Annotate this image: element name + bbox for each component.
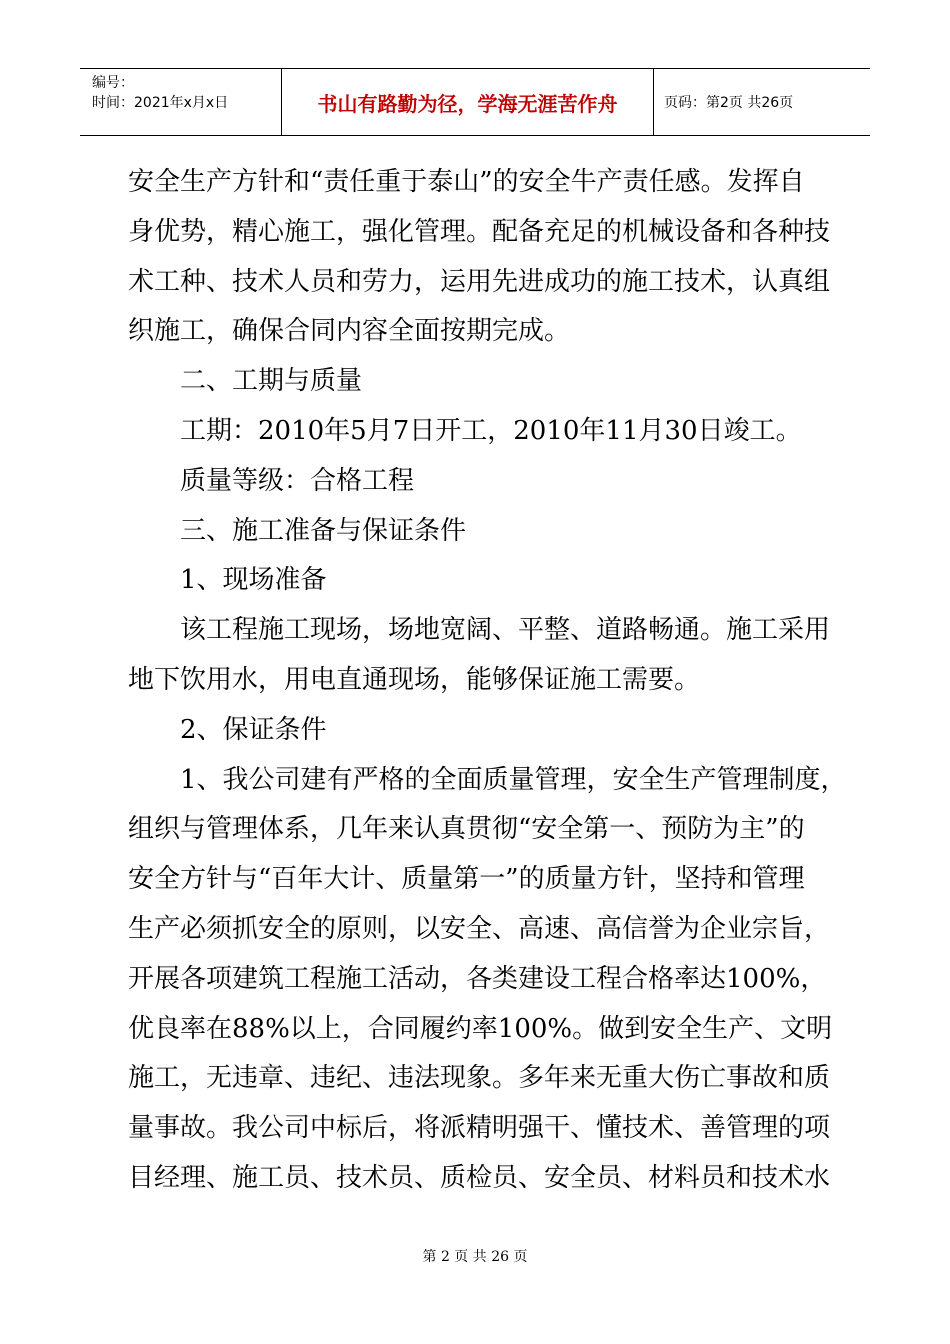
header-page-info: 页码：第2页 共26页 <box>664 95 794 111</box>
page-footer: 第 2 页 共 26 页 <box>422 1249 528 1265</box>
body-line: 生产必须抓安全的原则，以安全、高速、高信誉为企业宗旨， <box>128 913 831 944</box>
document-number-label: 编号： <box>92 75 134 91</box>
subsection-heading: 2、保证条件 <box>180 714 327 745</box>
body-line: 开展各项建筑工程施工活动，各类建设工程合格率达100%， <box>128 963 827 994</box>
header-motto: 书山有路勤为径，学海无涯苦作舟 <box>282 69 654 135</box>
body-line: 身优势，精心施工，强化管理。配备充足的机械设备和各种技 <box>128 216 831 247</box>
body-line: 术工种、技术人员和劳力，运用先进成功的施工技术，认真组 <box>128 266 831 297</box>
body-line: 质量等级：合格工程 <box>180 465 415 496</box>
body-line: 优良率在88%以上，合同履约率100%。做到安全生产、文明 <box>128 1013 833 1044</box>
document-body <box>128 158 847 1204</box>
body-line: 目经理、施工员、技术员、质检员、安全员、材料员和技术水 <box>128 1162 831 1193</box>
page-header <box>80 68 870 136</box>
body-line: 安全方针与“百年大计、质量第一”的质量方针，坚持和管理 <box>128 864 805 895</box>
document-date: 时间：2021年x月x日 <box>92 95 229 111</box>
body-line: 织施工，确保合同内容全面按期完成。 <box>128 316 571 347</box>
body-line: 组织与管理体系，几年来认真贯彻“安全第一、预防为主”的 <box>128 814 805 845</box>
body-line: 工期：2010年5月7日开工，2010年11月30日竣工。 <box>180 415 802 446</box>
subsection-heading: 1、现场准备 <box>180 565 327 596</box>
body-line: 该工程施工现场，场地宽阔、平整、道路畅通。施工采用 <box>180 615 831 646</box>
section-heading: 三、施工准备与保证条件 <box>180 515 467 546</box>
body-line: 量事故。我公司中标后，将派精明强干、懂技术、善管理的项 <box>128 1113 831 1144</box>
header-meta <box>80 69 282 135</box>
body-line: 施工，无违章、违纪、违法现象。多年来无重大伤亡事故和质 <box>128 1063 831 1094</box>
body-line: 地下饮用水，用电直通现场，能够保证施工需要。 <box>128 664 701 695</box>
body-line: 1、我公司建有严格的全面质量管理，安全生产管理制度， <box>180 764 847 795</box>
section-heading: 二、工期与质量 <box>180 366 363 397</box>
body-line: 安全生产方针和“责任重于泰山”的安全牛产责任感。发挥自 <box>128 167 805 197</box>
